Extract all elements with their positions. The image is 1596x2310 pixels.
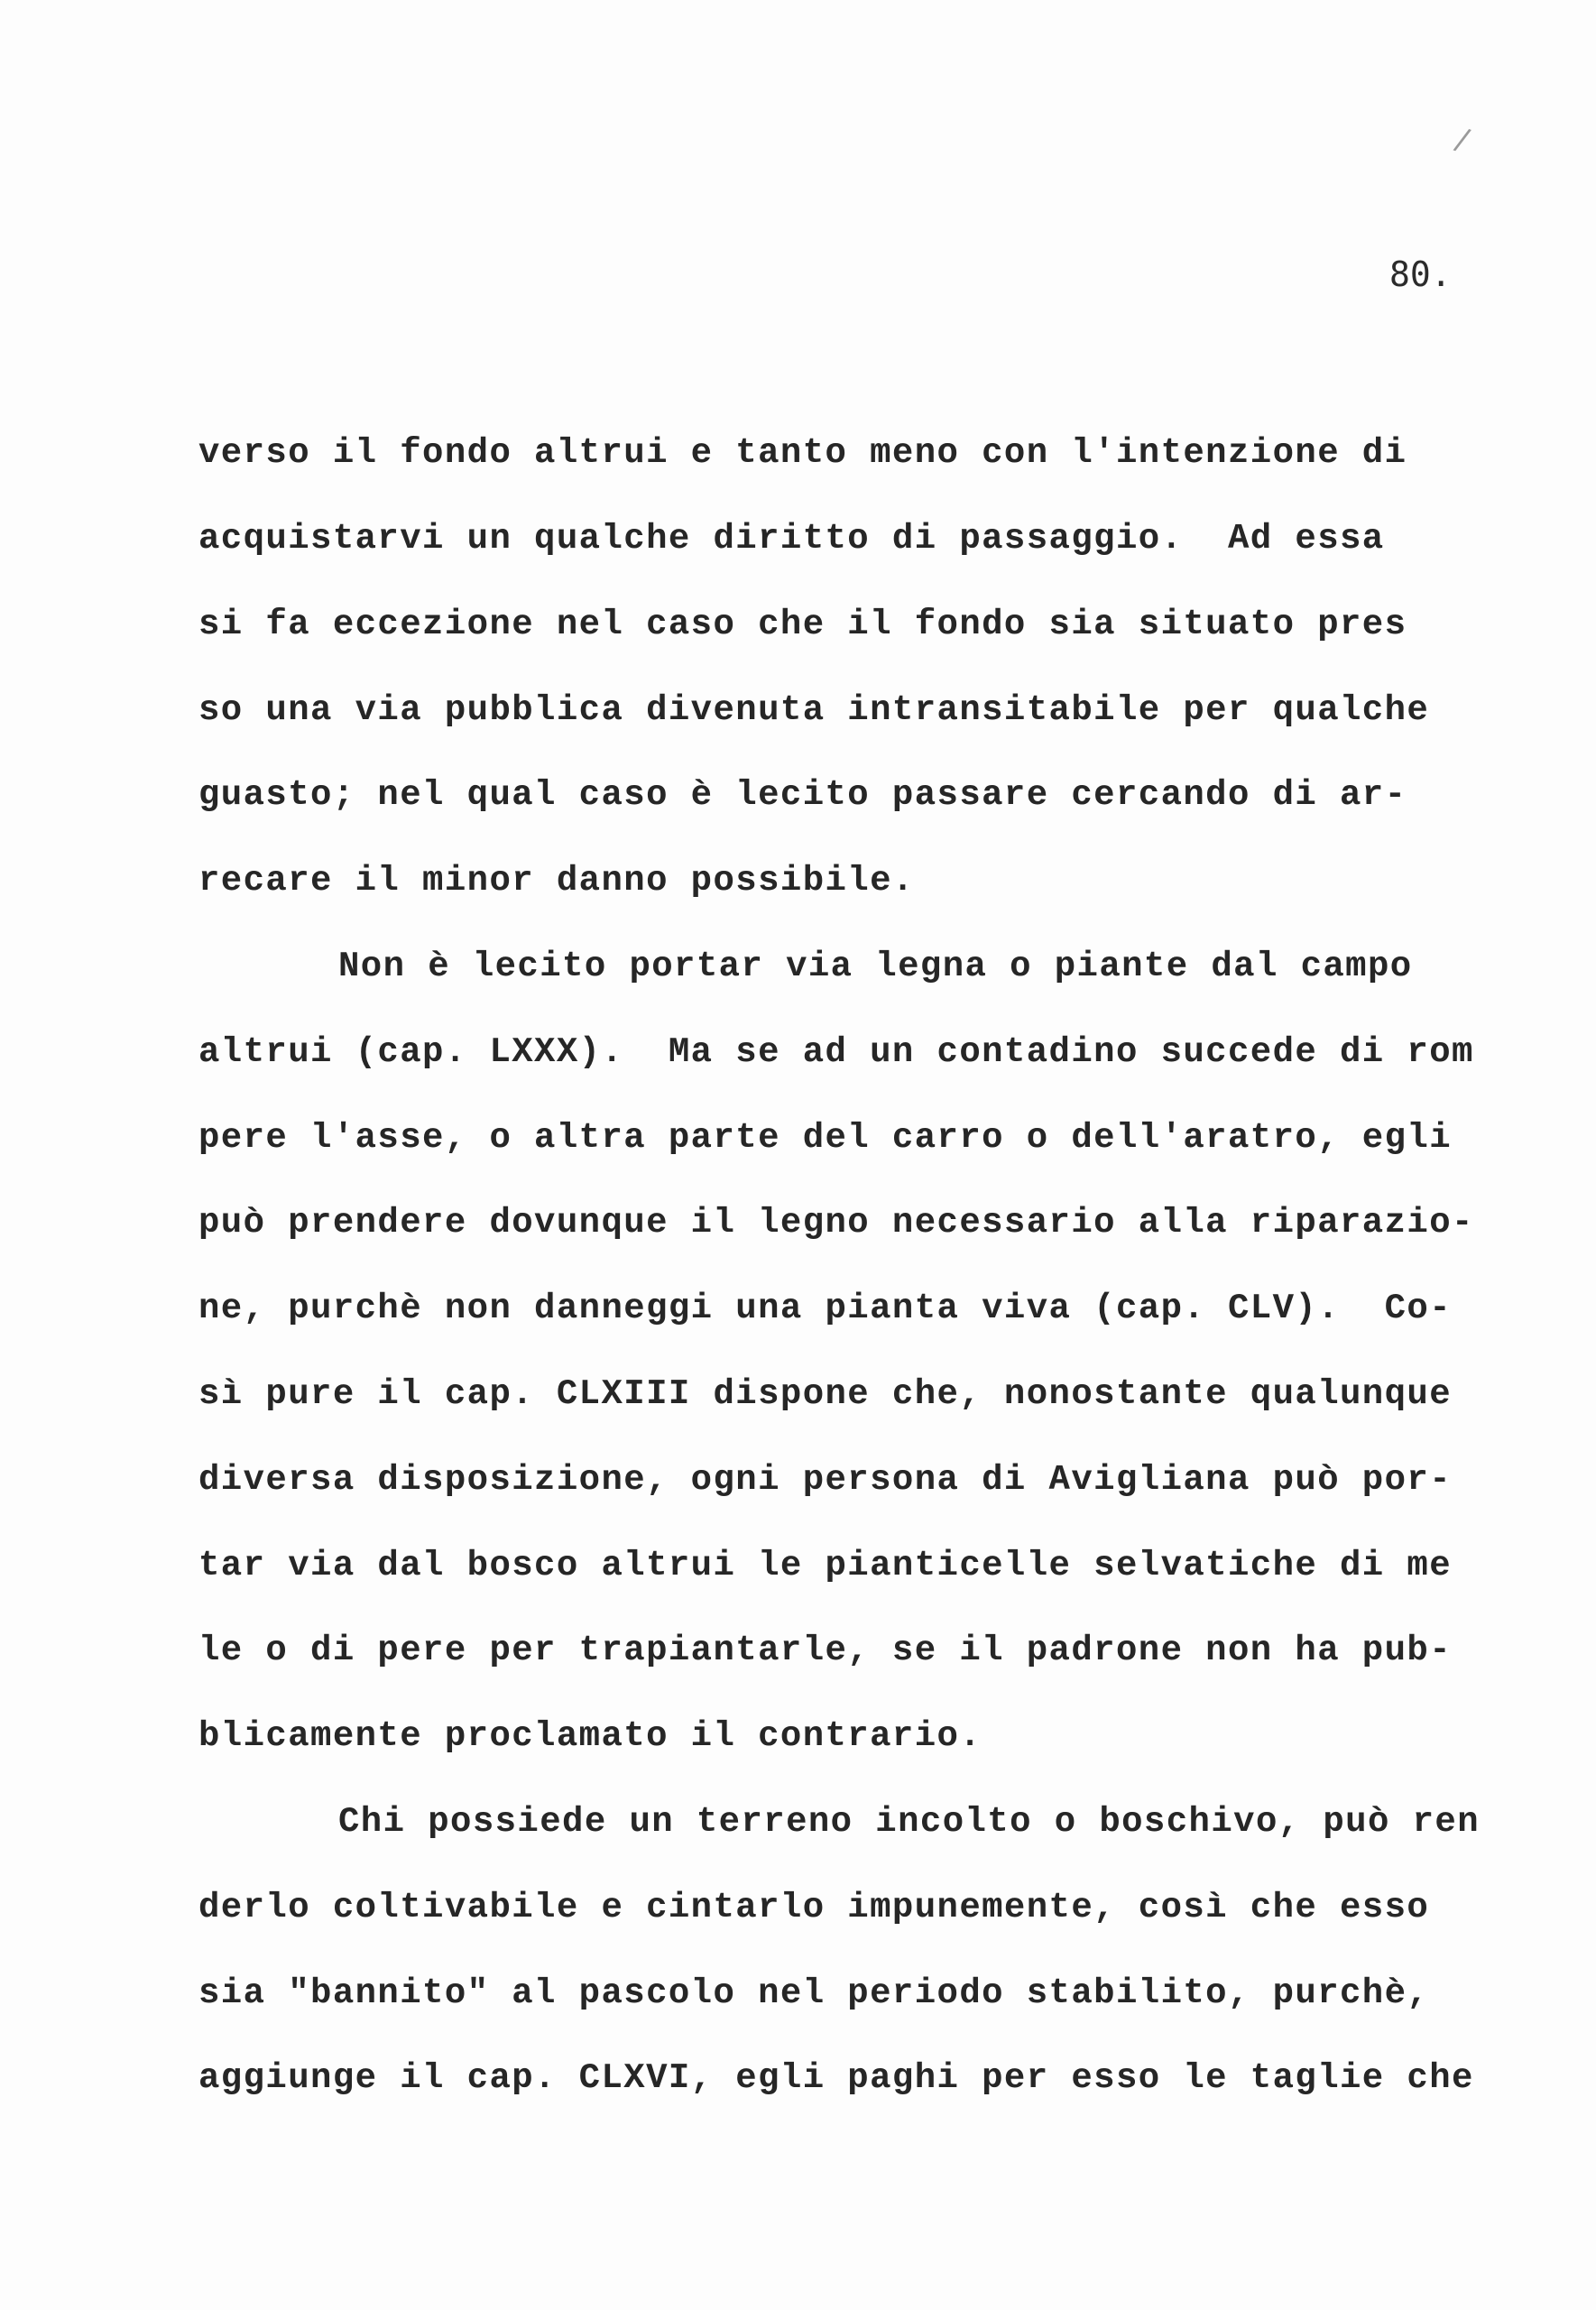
paragraph-first-line: Non è lecito portar via legna o piante dal campo — [338, 947, 1413, 986]
text-line: diversa disposizione, ogni persona di Avigliana può por- — [198, 1460, 1453, 1500]
stray-mark: / — [1451, 121, 1473, 159]
text-line: sia "bannito" al pascolo nel periodo stabilito, purchè, — [198, 1973, 1430, 2013]
text-line: aggiunge il cap. CLXVI, egli paghi per esso le taglie che — [198, 2058, 1474, 2098]
text-line: ne, purchè non danneggi una pianta viva (cap. CLV). Co- — [198, 1289, 1453, 1328]
text-line: le o di pere per trapiantarle, se il padrone non ha pub- — [198, 1631, 1453, 1670]
text-line: recare il minor danno possibile. — [198, 861, 915, 901]
paragraph-first-line: Chi possiede un terreno incolto o boschivo, può ren — [338, 1802, 1480, 1842]
text-line: tar via dal bosco altrui le pianticelle selvatiche di me — [198, 1546, 1453, 1585]
text-line: altrui (cap. LXXX). Ma se ad un contadino succede di rom — [198, 1032, 1474, 1072]
page-number: 80. — [1389, 254, 1452, 294]
text-line: si fa eccezione nel caso che il fondo sia situato pres — [198, 605, 1407, 644]
text-line: può prendere dovunque il legno necessario alla riparazio- — [198, 1203, 1474, 1243]
text-line: pere l'asse, o altra parte del carro o dell'aratro, egli — [198, 1118, 1453, 1158]
text-line: verso il fondo altrui e tanto meno con l'intenzione di — [198, 433, 1407, 473]
text-line: acquistarvi un qualche diritto di passaggio. Ad essa — [198, 519, 1385, 559]
text-line: sì pure il cap. CLXIII dispone che, nonostante qualunque — [198, 1374, 1453, 1414]
text-line: so una via pubblica divenuta intransitabile per qualche — [198, 690, 1430, 730]
text-line: derlo coltivabile e cintarlo impunemente, così che esso — [198, 1888, 1430, 1927]
text-line: blicamente proclamato il contrario. — [198, 1716, 983, 1756]
text-line: guasto; nel qual caso è lecito passare cercando di ar- — [198, 775, 1407, 815]
